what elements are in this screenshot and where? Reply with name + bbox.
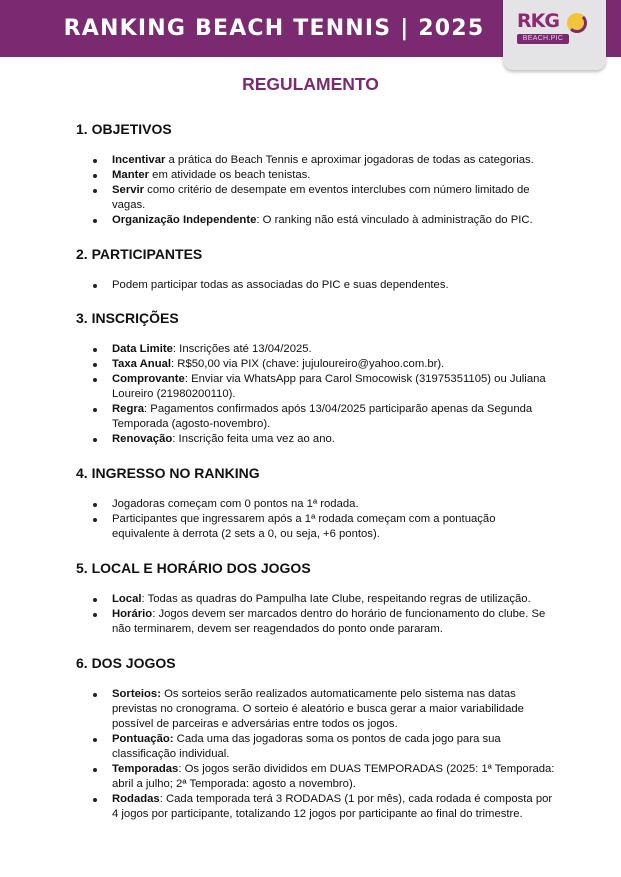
list-item [76,278,556,293]
item-text: : R$50,00 via PIX (chave: jujuloureiro@yahoo.com.br). [171,358,445,370]
item-text: : Inscrição feita uma vez ao ano. [172,433,335,445]
list-item [76,687,556,732]
section-objetivos [76,121,556,228]
section-dos-jogos [76,655,556,822]
bullet-list [76,687,556,822]
item-bold: Renovação [112,433,173,445]
section-heading: 5. LOCAL E HORÁRIO DOS JOGOS [76,560,311,576]
logo-sub-text: BEACH.PIC [517,34,569,44]
section-heading: 1. OBJETIVOS [76,121,172,137]
item-text: : Jogos devem ser marcados dentro do horário de funcionamento do clube. Se não terminarem, devem ser reagendados do ponto onde pararam. [112,608,546,635]
item-text: a prática do Beach Tennis e aproximar jogadoras de todas as categorias. [165,154,534,166]
item-bold: Horário [112,608,153,620]
list-item [76,732,556,762]
item-text: Os sorteios serão realizados automaticamente pelo sistema nas datas previstas no cronograma. O sorteio é aleatório e busca gerar a maior variabilidade possível de parceiras e adversárias entre todos os jogos. [112,688,524,730]
item-bold: Manter [112,169,150,181]
logo [503,0,606,70]
section-inscricoes [76,310,556,447]
section-local-horario [76,560,556,637]
document-title: REGULAMENTO [242,74,379,94]
list-item [76,497,556,512]
item-bold: Regra [112,403,145,415]
item-text: : O ranking não está vinculado à administração do PIC. [256,214,533,226]
item-text: em atividade os beach tenistas. [149,169,311,181]
item-bold: Data Limite [112,343,173,355]
item-text: : Os jogos serão divididos em DUAS TEMPORADAS (2025: 1ª Temporada: abril a julho; 2ª Temporada: agosto a novembro). [112,763,555,790]
item-bold: Servir [112,184,145,196]
item-bold: Incentivar [112,154,166,166]
section-heading: 3. INSCRIÇÕES [76,310,179,326]
section-participantes [76,246,556,293]
item-text: Cada uma das jogadoras soma os pontos de cada jogo para sua classificação individual. [112,733,501,760]
section-heading: 6. DOS JOGOS [76,655,176,671]
item-bold: Temporadas [112,763,179,775]
section-heading: 2. PARTICIPANTES [76,246,203,262]
item-text: Podem participar todas as associadas do PIC e suas dependentes. [112,279,449,291]
bullet-list [76,592,556,637]
list-item [76,432,556,447]
item-bold: Organização Independente [112,214,257,226]
item-bold: Rodadas [112,793,160,805]
list-item [76,402,556,432]
item-text: : Pagamentos confirmados após 13/04/2025 participarão apenas da Segunda Temporada (agosto-novembro). [112,403,533,430]
bullet-list [76,497,556,542]
item-bold: Local [112,593,142,605]
list-item [76,372,556,402]
item-text: Jogadoras começam com 0 pontos na 1ª rodada. [112,498,359,510]
list-item [76,213,556,228]
list-item [76,792,556,822]
list-item [76,592,556,607]
section-ingresso [76,465,556,542]
page-header-title: RANKING BEACH TENNIS | 2025 [63,16,485,41]
item-text: : Todas as quadras do Pampulha Iate Clube, respeitando regras de utilização. [141,593,531,605]
item-text: Participantes que ingressarem após a 1ª rodada começam com a pontuação equivalente à derrota (2 sets a 0, ou seja, +6 pontos). [112,513,496,540]
list-item [76,512,556,542]
list-item [76,168,556,183]
item-text: como critério de desempate em eventos interclubes com número limitado de vagas. [112,184,530,211]
item-bold: Comprovante [112,373,185,385]
item-text: : Enviar via WhatsApp para Carol Smocowisk (31975351105) ou Juliana Loureiro (21980200110). [112,373,546,400]
list-item [76,183,556,213]
logo-main-text: RKG [517,10,559,32]
tennis-ball-icon [567,13,587,33]
bullet-list [76,342,556,447]
list-item [76,342,556,357]
list-item [76,607,556,637]
bullet-list [76,278,556,293]
item-text: : Inscrições até 13/04/2025. [172,343,312,355]
section-heading: 4. INGRESSO NO RANKING [76,465,260,481]
item-bold: Sorteios: [112,688,161,700]
list-item [76,762,556,792]
item-text: : Cada temporada terá 3 RODADAS (1 por mês), cada rodada é composta por 4 jogos por participante, totalizando 12 jogos por participante ao final do trimestre. [112,793,553,820]
bullet-list [76,153,556,228]
item-bold: Taxa Anual [112,358,172,370]
item-bold: Pontuação: [112,733,174,745]
list-item [76,357,556,372]
list-item [76,153,556,168]
